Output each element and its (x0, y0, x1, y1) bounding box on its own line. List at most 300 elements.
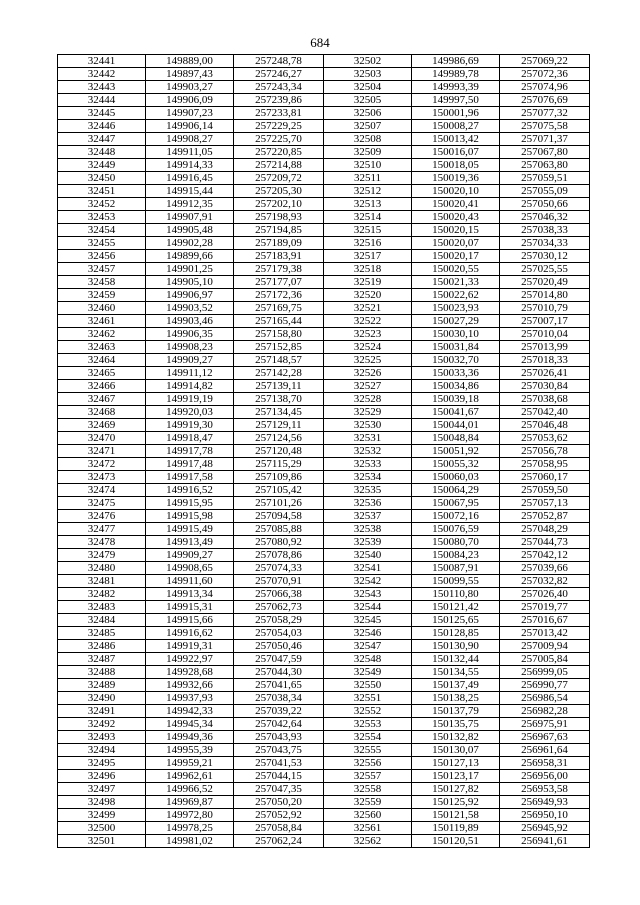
x-coordinate-cell: 150020,17 (412, 250, 500, 263)
point-id-cell: 32535 (324, 484, 412, 497)
table-row (58, 796, 590, 809)
x-coordinate-cell: 150020,41 (412, 198, 500, 211)
table-body (58, 55, 590, 848)
y-coordinate-cell: 257044,30 (234, 666, 324, 679)
y-coordinate-cell: 257071,37 (500, 133, 590, 146)
x-coordinate-cell: 149972,80 (146, 809, 234, 822)
y-coordinate-cell: 257038,68 (500, 393, 590, 406)
point-id-cell: 32486 (58, 640, 146, 653)
x-coordinate-cell: 150008,27 (412, 120, 500, 133)
y-coordinate-cell: 257047,59 (234, 653, 324, 666)
x-coordinate-cell: 150137,49 (412, 679, 500, 692)
table-row (58, 172, 590, 185)
y-coordinate-cell: 257026,41 (500, 367, 590, 380)
y-coordinate-cell: 257025,55 (500, 263, 590, 276)
x-coordinate-cell: 149942,33 (146, 705, 234, 718)
table-row (58, 107, 590, 120)
x-coordinate-cell: 150021,33 (412, 276, 500, 289)
point-id-cell: 32478 (58, 536, 146, 549)
x-coordinate-cell: 150120,51 (412, 835, 500, 848)
table-row (58, 679, 590, 692)
point-id-cell: 32468 (58, 406, 146, 419)
point-id-cell: 32498 (58, 796, 146, 809)
x-coordinate-cell: 149919,19 (146, 393, 234, 406)
y-coordinate-cell: 257039,66 (500, 562, 590, 575)
point-id-cell: 32548 (324, 653, 412, 666)
x-coordinate-cell: 149905,10 (146, 276, 234, 289)
y-coordinate-cell: 256958,31 (500, 757, 590, 770)
point-id-cell: 32508 (324, 133, 412, 146)
point-id-cell: 32513 (324, 198, 412, 211)
point-id-cell: 32551 (324, 692, 412, 705)
point-id-cell: 32463 (58, 341, 146, 354)
table-row (58, 55, 590, 68)
x-coordinate-cell: 149928,68 (146, 666, 234, 679)
x-coordinate-cell: 150022,62 (412, 289, 500, 302)
x-coordinate-cell: 149945,34 (146, 718, 234, 731)
point-id-cell: 32445 (58, 107, 146, 120)
point-id-cell: 32483 (58, 601, 146, 614)
point-id-cell: 32543 (324, 588, 412, 601)
x-coordinate-cell: 149916,45 (146, 172, 234, 185)
point-id-cell: 32469 (58, 419, 146, 432)
y-coordinate-cell: 257034,33 (500, 237, 590, 250)
table-row (58, 757, 590, 770)
table-row (58, 315, 590, 328)
point-id-cell: 32456 (58, 250, 146, 263)
y-coordinate-cell: 257050,20 (234, 796, 324, 809)
x-coordinate-cell: 150132,44 (412, 653, 500, 666)
point-id-cell: 32519 (324, 276, 412, 289)
point-id-cell: 32465 (58, 367, 146, 380)
x-coordinate-cell: 150135,75 (412, 718, 500, 731)
table-row (58, 835, 590, 848)
y-coordinate-cell: 257101,26 (234, 497, 324, 510)
point-id-cell: 32477 (58, 523, 146, 536)
x-coordinate-cell: 149919,31 (146, 640, 234, 653)
point-id-cell: 32558 (324, 783, 412, 796)
x-coordinate-cell: 149912,35 (146, 198, 234, 211)
x-coordinate-cell: 149914,82 (146, 380, 234, 393)
x-coordinate-cell: 149909,27 (146, 354, 234, 367)
y-coordinate-cell: 257183,91 (234, 250, 324, 263)
y-coordinate-cell: 257109,86 (234, 471, 324, 484)
x-coordinate-cell: 150048,84 (412, 432, 500, 445)
point-id-cell: 32549 (324, 666, 412, 679)
point-id-cell: 32501 (58, 835, 146, 848)
point-id-cell: 32446 (58, 120, 146, 133)
point-id-cell: 32520 (324, 289, 412, 302)
y-coordinate-cell: 257072,36 (500, 68, 590, 81)
x-coordinate-cell: 149918,47 (146, 432, 234, 445)
x-coordinate-cell: 150016,07 (412, 146, 500, 159)
y-coordinate-cell: 256990,77 (500, 679, 590, 692)
point-id-cell: 32545 (324, 614, 412, 627)
point-id-cell: 32550 (324, 679, 412, 692)
table-row (58, 380, 590, 393)
table-row (58, 640, 590, 653)
y-coordinate-cell: 257205,30 (234, 185, 324, 198)
y-coordinate-cell: 257229,25 (234, 120, 324, 133)
table-row (58, 198, 590, 211)
y-coordinate-cell: 256999,05 (500, 666, 590, 679)
point-id-cell: 32504 (324, 81, 412, 94)
x-coordinate-cell: 149906,35 (146, 328, 234, 341)
x-coordinate-cell: 150121,42 (412, 601, 500, 614)
table-row (58, 627, 590, 640)
y-coordinate-cell: 257077,32 (500, 107, 590, 120)
y-coordinate-cell: 256975,91 (500, 718, 590, 731)
point-id-cell: 32546 (324, 627, 412, 640)
y-coordinate-cell: 257124,56 (234, 432, 324, 445)
y-coordinate-cell: 257194,85 (234, 224, 324, 237)
x-coordinate-cell: 149962,61 (146, 770, 234, 783)
point-id-cell: 32525 (324, 354, 412, 367)
y-coordinate-cell: 257030,84 (500, 380, 590, 393)
point-id-cell: 32496 (58, 770, 146, 783)
y-coordinate-cell: 257142,28 (234, 367, 324, 380)
y-coordinate-cell: 257052,92 (234, 809, 324, 822)
point-id-cell: 32514 (324, 211, 412, 224)
x-coordinate-cell: 149920,03 (146, 406, 234, 419)
x-coordinate-cell: 149922,97 (146, 653, 234, 666)
x-coordinate-cell: 150020,55 (412, 263, 500, 276)
point-id-cell: 32517 (324, 250, 412, 263)
y-coordinate-cell: 257050,66 (500, 198, 590, 211)
x-coordinate-cell: 149908,23 (146, 341, 234, 354)
y-coordinate-cell: 257046,32 (500, 211, 590, 224)
point-id-cell: 32457 (58, 263, 146, 276)
y-coordinate-cell: 257030,12 (500, 250, 590, 263)
y-coordinate-cell: 257239,86 (234, 94, 324, 107)
x-coordinate-cell: 149897,43 (146, 68, 234, 81)
table-row (58, 783, 590, 796)
point-id-cell: 32487 (58, 653, 146, 666)
point-id-cell: 32442 (58, 68, 146, 81)
x-coordinate-cell: 150064,29 (412, 484, 500, 497)
table-row (58, 601, 590, 614)
point-id-cell: 32480 (58, 562, 146, 575)
x-coordinate-cell: 150076,59 (412, 523, 500, 536)
x-coordinate-cell: 149993,39 (412, 81, 500, 94)
x-coordinate-cell: 150123,17 (412, 770, 500, 783)
x-coordinate-cell: 149914,33 (146, 159, 234, 172)
x-coordinate-cell: 150019,36 (412, 172, 500, 185)
table-row (58, 484, 590, 497)
point-id-cell: 32556 (324, 757, 412, 770)
x-coordinate-cell: 150023,93 (412, 302, 500, 315)
y-coordinate-cell: 256949,93 (500, 796, 590, 809)
point-id-cell: 32531 (324, 432, 412, 445)
y-coordinate-cell: 257032,82 (500, 575, 590, 588)
point-id-cell: 32537 (324, 510, 412, 523)
point-id-cell: 32538 (324, 523, 412, 536)
x-coordinate-cell: 149917,48 (146, 458, 234, 471)
point-id-cell: 32466 (58, 380, 146, 393)
y-coordinate-cell: 257134,45 (234, 406, 324, 419)
point-id-cell: 32489 (58, 679, 146, 692)
y-coordinate-cell: 257018,33 (500, 354, 590, 367)
x-coordinate-cell: 149966,52 (146, 783, 234, 796)
point-id-cell: 32562 (324, 835, 412, 848)
point-id-cell: 32471 (58, 445, 146, 458)
x-coordinate-cell: 149915,44 (146, 185, 234, 198)
x-coordinate-cell: 149959,21 (146, 757, 234, 770)
page-number: 684 (310, 35, 330, 50)
x-coordinate-cell: 149901,25 (146, 263, 234, 276)
x-coordinate-cell: 149997,50 (412, 94, 500, 107)
y-coordinate-cell: 257046,48 (500, 419, 590, 432)
x-coordinate-cell: 149911,60 (146, 575, 234, 588)
x-coordinate-cell: 150031,84 (412, 341, 500, 354)
point-id-cell: 32552 (324, 705, 412, 718)
point-id-cell: 32559 (324, 796, 412, 809)
y-coordinate-cell: 257057,13 (500, 497, 590, 510)
x-coordinate-cell: 150084,23 (412, 549, 500, 562)
table-row (58, 523, 590, 536)
point-id-cell: 32455 (58, 237, 146, 250)
y-coordinate-cell: 257115,29 (234, 458, 324, 471)
table-row (58, 276, 590, 289)
point-id-cell: 32560 (324, 809, 412, 822)
point-id-cell: 32522 (324, 315, 412, 328)
x-coordinate-cell: 150034,86 (412, 380, 500, 393)
y-coordinate-cell: 257054,03 (234, 627, 324, 640)
point-id-cell: 32495 (58, 757, 146, 770)
table-row (58, 263, 590, 276)
y-coordinate-cell: 257233,81 (234, 107, 324, 120)
x-coordinate-cell: 150121,58 (412, 809, 500, 822)
point-id-cell: 32443 (58, 81, 146, 94)
y-coordinate-cell: 257074,96 (500, 81, 590, 94)
table-row (58, 458, 590, 471)
x-coordinate-cell: 149915,49 (146, 523, 234, 536)
table-row (58, 614, 590, 627)
y-coordinate-cell: 257052,87 (500, 510, 590, 523)
x-coordinate-cell: 149911,12 (146, 367, 234, 380)
table-row (58, 393, 590, 406)
point-id-cell: 32540 (324, 549, 412, 562)
x-coordinate-cell: 150033,36 (412, 367, 500, 380)
point-id-cell: 32481 (58, 575, 146, 588)
y-coordinate-cell: 257059,51 (500, 172, 590, 185)
point-id-cell: 32529 (324, 406, 412, 419)
point-id-cell: 32452 (58, 198, 146, 211)
x-coordinate-cell: 149906,97 (146, 289, 234, 302)
y-coordinate-cell: 257010,79 (500, 302, 590, 315)
point-id-cell: 32526 (324, 367, 412, 380)
table-row (58, 354, 590, 367)
y-coordinate-cell: 257013,42 (500, 627, 590, 640)
y-coordinate-cell: 257013,99 (500, 341, 590, 354)
x-coordinate-cell: 150060,03 (412, 471, 500, 484)
point-id-cell: 32544 (324, 601, 412, 614)
y-coordinate-cell: 256953,58 (500, 783, 590, 796)
point-id-cell: 32536 (324, 497, 412, 510)
point-id-cell: 32441 (58, 55, 146, 68)
point-id-cell: 32499 (58, 809, 146, 822)
y-coordinate-cell: 257020,49 (500, 276, 590, 289)
x-coordinate-cell: 149903,52 (146, 302, 234, 315)
point-id-cell: 32554 (324, 731, 412, 744)
point-id-cell: 32553 (324, 718, 412, 731)
y-coordinate-cell: 256945,92 (500, 822, 590, 835)
y-coordinate-cell: 257139,11 (234, 380, 324, 393)
table-row (58, 133, 590, 146)
table-row (58, 666, 590, 679)
point-id-cell: 32464 (58, 354, 146, 367)
x-coordinate-cell: 150119,89 (412, 822, 500, 835)
y-coordinate-cell: 257169,75 (234, 302, 324, 315)
y-coordinate-cell: 257062,24 (234, 835, 324, 848)
point-id-cell: 32511 (324, 172, 412, 185)
point-id-cell: 32542 (324, 575, 412, 588)
table-row (58, 341, 590, 354)
table-row (58, 146, 590, 159)
y-coordinate-cell: 257070,91 (234, 575, 324, 588)
x-coordinate-cell: 149905,48 (146, 224, 234, 237)
coordinates-table (57, 54, 590, 848)
point-id-cell: 32458 (58, 276, 146, 289)
x-coordinate-cell: 149913,49 (146, 536, 234, 549)
table-row (58, 432, 590, 445)
x-coordinate-cell: 149916,62 (146, 627, 234, 640)
point-id-cell: 32507 (324, 120, 412, 133)
x-coordinate-cell: 149986,69 (412, 55, 500, 68)
x-coordinate-cell: 150130,07 (412, 744, 500, 757)
point-id-cell: 32474 (58, 484, 146, 497)
table-row (58, 744, 590, 757)
y-coordinate-cell: 257042,40 (500, 406, 590, 419)
table-row (58, 549, 590, 562)
y-coordinate-cell: 257152,85 (234, 341, 324, 354)
x-coordinate-cell: 150132,82 (412, 731, 500, 744)
point-id-cell: 32528 (324, 393, 412, 406)
x-coordinate-cell: 150055,32 (412, 458, 500, 471)
x-coordinate-cell: 150125,92 (412, 796, 500, 809)
table-row (58, 159, 590, 172)
y-coordinate-cell: 257043,75 (234, 744, 324, 757)
y-coordinate-cell: 257177,07 (234, 276, 324, 289)
y-coordinate-cell: 257209,72 (234, 172, 324, 185)
y-coordinate-cell: 257010,04 (500, 328, 590, 341)
x-coordinate-cell: 149889,00 (146, 55, 234, 68)
point-id-cell: 32451 (58, 185, 146, 198)
x-coordinate-cell: 150134,55 (412, 666, 500, 679)
table-row (58, 445, 590, 458)
y-coordinate-cell: 257041,65 (234, 679, 324, 692)
point-id-cell: 32467 (58, 393, 146, 406)
table-row (58, 185, 590, 198)
y-coordinate-cell: 257067,80 (500, 146, 590, 159)
y-coordinate-cell: 257042,64 (234, 718, 324, 731)
x-coordinate-cell: 150020,15 (412, 224, 500, 237)
point-id-cell: 32509 (324, 146, 412, 159)
y-coordinate-cell: 257129,11 (234, 419, 324, 432)
y-coordinate-cell: 257120,48 (234, 445, 324, 458)
table-row (58, 224, 590, 237)
point-id-cell: 32460 (58, 302, 146, 315)
y-coordinate-cell: 257105,42 (234, 484, 324, 497)
y-coordinate-cell: 256967,63 (500, 731, 590, 744)
table-row (58, 536, 590, 549)
x-coordinate-cell: 149907,91 (146, 211, 234, 224)
x-coordinate-cell: 150128,85 (412, 627, 500, 640)
table-row (58, 588, 590, 601)
point-id-cell: 32524 (324, 341, 412, 354)
x-coordinate-cell: 150044,01 (412, 419, 500, 432)
point-id-cell: 32547 (324, 640, 412, 653)
point-id-cell: 32497 (58, 783, 146, 796)
y-coordinate-cell: 257053,62 (500, 432, 590, 445)
x-coordinate-cell: 150013,42 (412, 133, 500, 146)
y-coordinate-cell: 257158,80 (234, 328, 324, 341)
x-coordinate-cell: 149915,31 (146, 601, 234, 614)
y-coordinate-cell: 257094,58 (234, 510, 324, 523)
point-id-cell: 32493 (58, 731, 146, 744)
x-coordinate-cell: 149906,09 (146, 94, 234, 107)
table-row (58, 471, 590, 484)
point-id-cell: 32500 (58, 822, 146, 835)
point-id-cell: 32444 (58, 94, 146, 107)
y-coordinate-cell: 257044,15 (234, 770, 324, 783)
point-id-cell: 32505 (324, 94, 412, 107)
table-row (58, 692, 590, 705)
y-coordinate-cell: 257214,88 (234, 159, 324, 172)
x-coordinate-cell: 149915,95 (146, 497, 234, 510)
x-coordinate-cell: 149978,25 (146, 822, 234, 835)
y-coordinate-cell: 256961,64 (500, 744, 590, 757)
table-row (58, 328, 590, 341)
point-id-cell: 32453 (58, 211, 146, 224)
x-coordinate-cell: 149969,87 (146, 796, 234, 809)
point-id-cell: 32448 (58, 146, 146, 159)
point-id-cell: 32561 (324, 822, 412, 835)
point-id-cell: 32512 (324, 185, 412, 198)
x-coordinate-cell: 150032,70 (412, 354, 500, 367)
table-row (58, 289, 590, 302)
y-coordinate-cell: 257048,29 (500, 523, 590, 536)
x-coordinate-cell: 149908,65 (146, 562, 234, 575)
y-coordinate-cell: 257202,10 (234, 198, 324, 211)
table-row (58, 68, 590, 81)
point-id-cell: 32490 (58, 692, 146, 705)
y-coordinate-cell: 257016,67 (500, 614, 590, 627)
y-coordinate-cell: 257044,73 (500, 536, 590, 549)
x-coordinate-cell: 150041,67 (412, 406, 500, 419)
y-coordinate-cell: 257085,88 (234, 523, 324, 536)
table-row (58, 211, 590, 224)
x-coordinate-cell: 150039,18 (412, 393, 500, 406)
x-coordinate-cell: 149902,28 (146, 237, 234, 250)
point-id-cell: 32515 (324, 224, 412, 237)
x-coordinate-cell: 149917,78 (146, 445, 234, 458)
table-row (58, 575, 590, 588)
x-coordinate-cell: 149903,46 (146, 315, 234, 328)
table-row (58, 497, 590, 510)
point-id-cell: 32510 (324, 159, 412, 172)
y-coordinate-cell: 257007,17 (500, 315, 590, 328)
y-coordinate-cell: 257058,84 (234, 822, 324, 835)
y-coordinate-cell: 256941,61 (500, 835, 590, 848)
y-coordinate-cell: 257246,27 (234, 68, 324, 81)
y-coordinate-cell: 257189,09 (234, 237, 324, 250)
point-id-cell: 32555 (324, 744, 412, 757)
y-coordinate-cell: 257148,57 (234, 354, 324, 367)
table-row (58, 822, 590, 835)
x-coordinate-cell: 150001,96 (412, 107, 500, 120)
y-coordinate-cell: 257005,84 (500, 653, 590, 666)
